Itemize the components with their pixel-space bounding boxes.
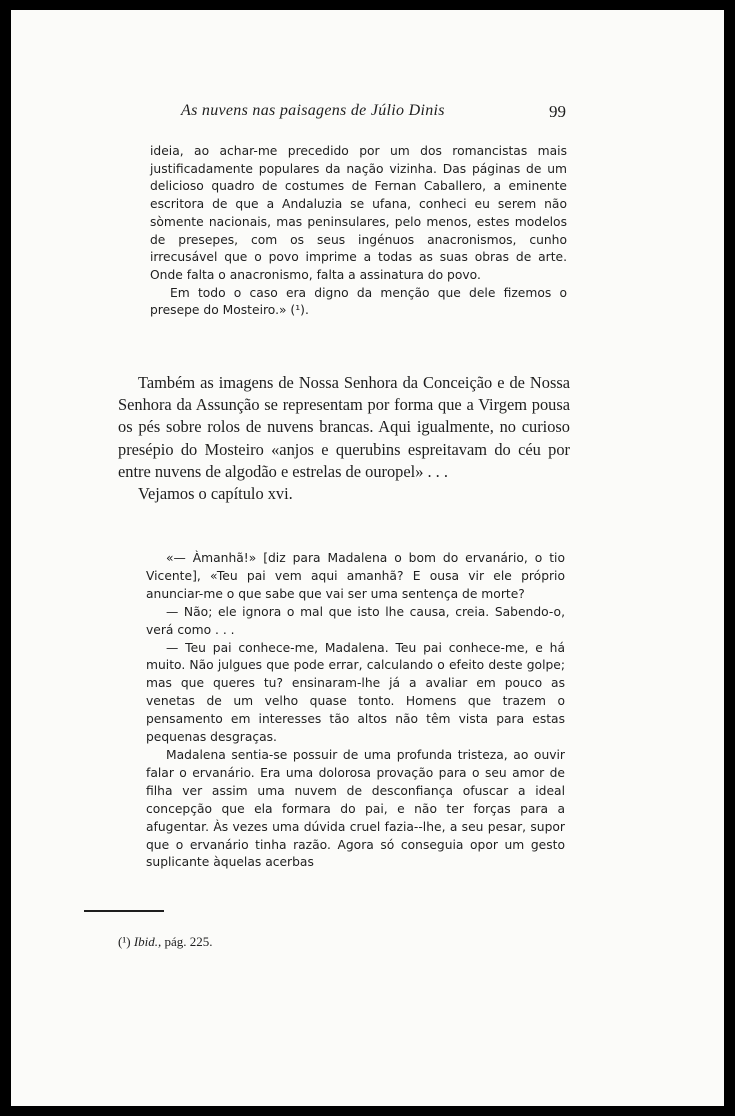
running-head xyxy=(11,102,724,126)
quote1-paragraph: ideia, ao achar-me precedido por um dos romancistas mais justificadamente populares da nação vizinha. Das páginas de um delicioso quadro de costumes de Fernan Caballero, a eminente escritora de que a Andaluzia se ufana, conheci eu serem não sòmente nacionais, mas peninsulares, pelo menos, estes modelos de presepes, com os seus ingénuos anacronismos, cunho irrecusável que o povo imprime a todas as suas obras de arte. Onde falta o anacronismo, falta a assinatura do povo. xyxy=(150,144,567,282)
main-paragraph: Vejamos o capítulo xvi. xyxy=(138,484,293,504)
running-head-title: As nuvens nas paisagens de Júlio Dinis xyxy=(181,102,445,119)
main-paragraph: Também as imagens de Nossa Senhora da Conceição e de Nossa Senhora da Assunção se representam por forma que a Virgem pousa os pés sobre rolos de nuvens brancas. Aqui igualmente, no curioso presépio do Mosteiro «anjos e querubins espreitavam do céu por entre nuvens de algodão e estrelas de ouropel» . . . xyxy=(118,373,570,481)
footnote-marker: (¹) xyxy=(118,934,131,949)
quote2-paragraph: «— Àmanhã!» [diz para Madalena o bom do ervanário, o tio Vicente], «Teu pai vem aqui amanhã? E ousa vir ele próprio anunciar-me o que sabe que vai ser uma sentença de morte? xyxy=(146,551,565,601)
footnote-rule xyxy=(84,910,164,912)
main-text xyxy=(118,372,570,505)
quote-block-2 xyxy=(146,550,565,872)
quote2-paragraph: — Teu pai conhece-me, Madalena. Teu pai conhece-me, e há muito. Não julgues que pode errar, calculando o efeito deste golpe; mas que queres tu? ensinaram-lhe já a avaliar em pouco as venetas de um velho quase tonto. Homens que trazem o pensamento em interesses tão altos não têm vista para estas pequenas desgraças. xyxy=(146,640,565,745)
footnote xyxy=(118,934,213,950)
footnote-page-ref: pág. 225. xyxy=(164,934,213,949)
quote1-paragraph: Em todo o caso era digno da menção que dele fizemos o presepe do Mosteiro.» (¹). xyxy=(150,285,567,318)
book-page xyxy=(11,10,724,1106)
quote2-paragraph: — Não; ele ignora o mal que isto lhe causa, creia. Sabendo-o, verá como . . . xyxy=(146,604,565,637)
page-number: 99 xyxy=(549,102,566,121)
footnote-source: Ibid., xyxy=(133,934,162,949)
quote2-paragraph: Madalena sentia-se possuir de uma profunda tristeza, ao ouvir falar o ervanário. Era uma dolorosa provação para o seu amor de filha ver assim uma nuvem de desconfiança ofuscar a ideal concepção que ela formara do pai, e não ter forças para a afugentar. Às vezes uma dúvida cruel fazia--lhe, a seu pesar, supor que o ervanário tinha razão. Agora só conseguia opor um gesto suplicante àquelas acerbas xyxy=(146,747,565,870)
quote-block-1 xyxy=(150,143,567,320)
